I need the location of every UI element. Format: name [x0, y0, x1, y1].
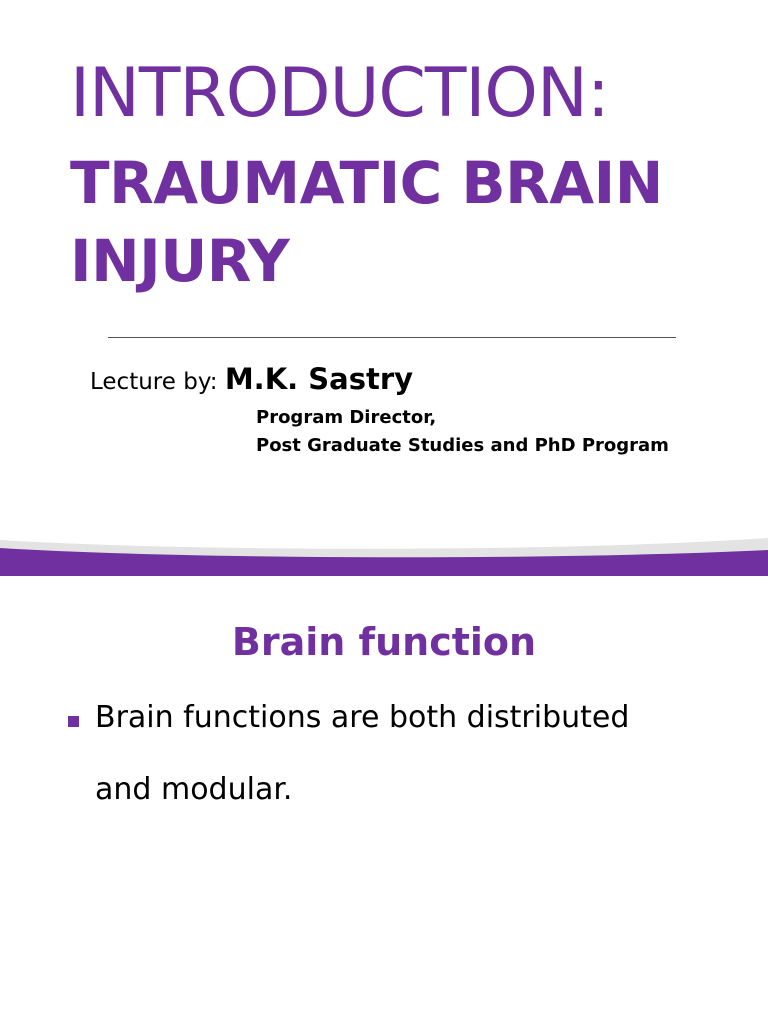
bullet-text: Brain functions are both distributed and modular. [95, 700, 630, 807]
content-slide [0, 580, 768, 1024]
lecture-label: Lecture by: [90, 369, 225, 395]
lecture-credit [90, 362, 413, 396]
lecturer-name: M.K. Sastry [224, 362, 414, 396]
title-divider [108, 337, 676, 338]
slide-title: Brain function [231, 620, 537, 664]
role-line-2: Post Graduate Studies and PhD Program [256, 435, 669, 456]
lecturer-role [256, 404, 669, 460]
title-topic: TRAUMATIC BRAIN INJURY [70, 149, 663, 295]
slide-divider-band [0, 530, 768, 580]
square-bullet-icon [68, 716, 79, 727]
role-line-1: Program Director, [256, 407, 437, 428]
title-introduction: INTRODUCTION: [70, 54, 609, 133]
